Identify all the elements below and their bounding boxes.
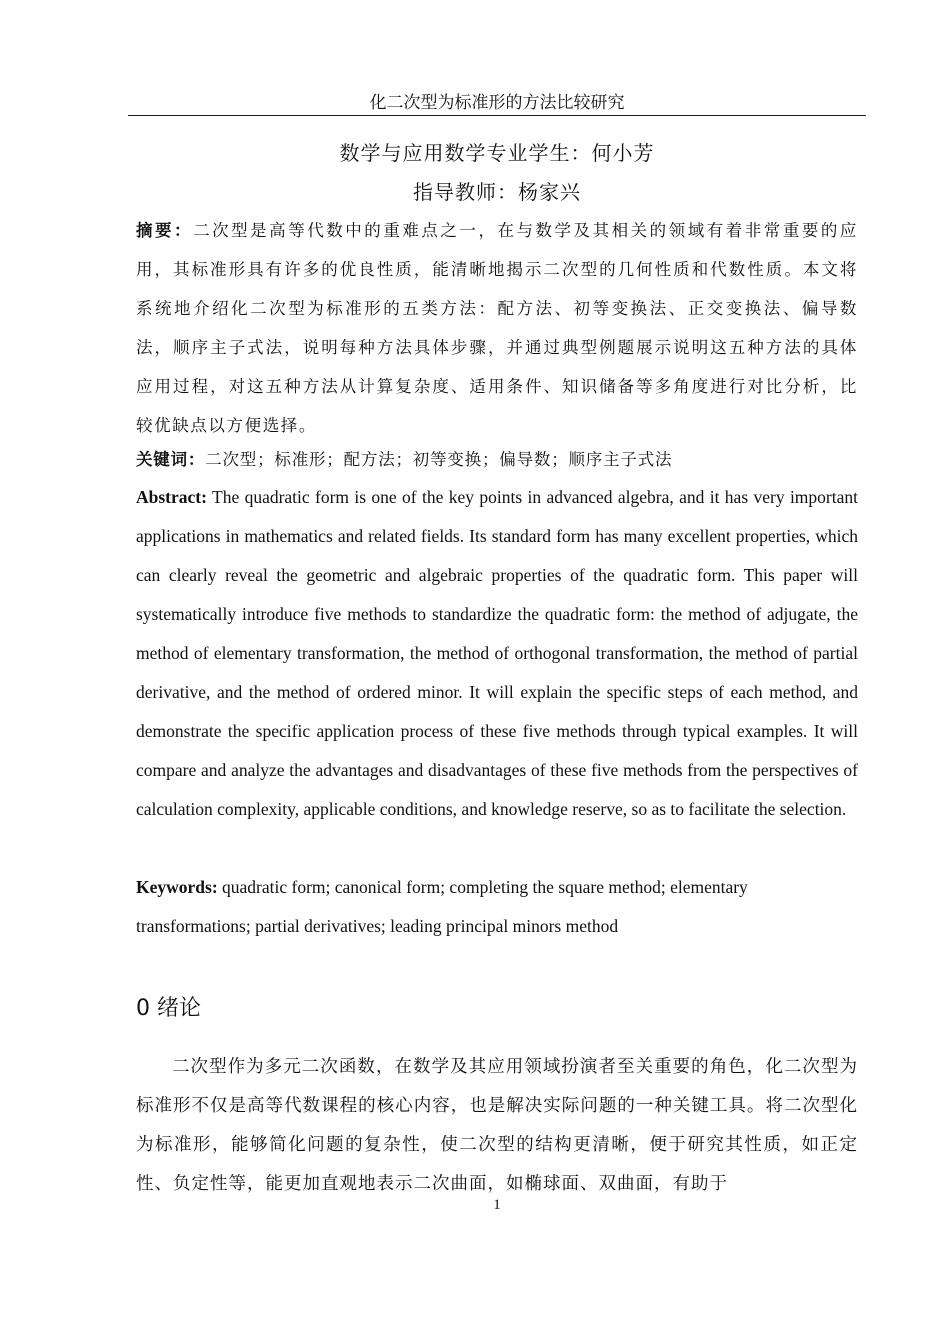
author-line: 数学与应用数学专业学生：何小芳 — [339, 141, 655, 165]
english-abstract-label: Abstract: — [136, 487, 207, 507]
page-number: 1 — [493, 1197, 501, 1213]
chinese-keywords-label: 关键词： — [136, 450, 206, 469]
chinese-keywords-text: 二次型；标准形；配方法；初等变换；偏导数；顺序主子式法 — [205, 450, 673, 469]
chinese-abstract — [136, 211, 858, 445]
advisor-line: 指导教师：杨家兴 — [413, 180, 581, 204]
section-heading: 0 绪论 — [136, 996, 201, 1021]
chinese-abstract-label: 摘要： — [136, 221, 194, 240]
english-keywords-text: quadratic form; canonical form; completing the square method; elementary transformations; partial derivatives; leading principal minors method — [136, 877, 748, 936]
chinese-keywords — [136, 447, 858, 473]
introduction-paragraph: 二次型作为多元二次函数，在数学及其应用领域扮演者至关重要的角色，化二次型为标准形不仅是高等代数课程的核心内容，也是解决实际问题的一种关键工具。将二次型化为标准形，能够简化问题的复杂性，使二次型的结构更清晰，便于研究其性质，如正定性、负定性等，能更加直观地表示二次曲面，如椭球面、双曲面，有助于 — [136, 1057, 858, 1194]
header-rule — [128, 115, 866, 116]
english-keywords — [136, 868, 858, 946]
english-keywords-label: Keywords: — [136, 877, 218, 897]
english-abstract — [136, 478, 858, 829]
chinese-abstract-text: 二次型是高等代数中的重难点之一，在与数学及其相关的领域有着非常重要的应用，其标准形具有许多的优良性质，能清晰地揭示二次型的几何性质和代数性质。本文将系统地介绍化二次型为标准形的五类方法：配方法、初等变换法、正交变换法、偏导数法，顺序主子式法，说明每种方法具体步骤，并通过典型例题展示说明这五种方法的具体应用过程，对这五种方法从计算复杂度、适用条件、知识储备等多角度进行对比分析，比较优缺点以方便选择。 — [136, 221, 858, 435]
running-header: 化二次型为标准形的方法比较研究 — [369, 93, 625, 113]
english-abstract-text: The quadratic form is one of the key points in advanced algebra, and it has very important applications in mathematics and related fields. Its standard form has many excellent properties, which can clearly reveal the geometric and algebraic properties of the quadratic form. This paper will systematically introduce five methods to standardize the quadratic form: the method of adjugate, the method of elementary transformation, the method of orthogonal transformation, the method of partial derivative, and the method of ordered minor. It will explain the specific steps of each method, and demonstrate the specific application process of these five methods through typical examples. It will compare and analyze the advantages and disadvantages of these five methods from the perspectives of calculation complexity, applicable conditions, and knowledge reserve, so as to facilitate the selection. — [136, 487, 858, 819]
